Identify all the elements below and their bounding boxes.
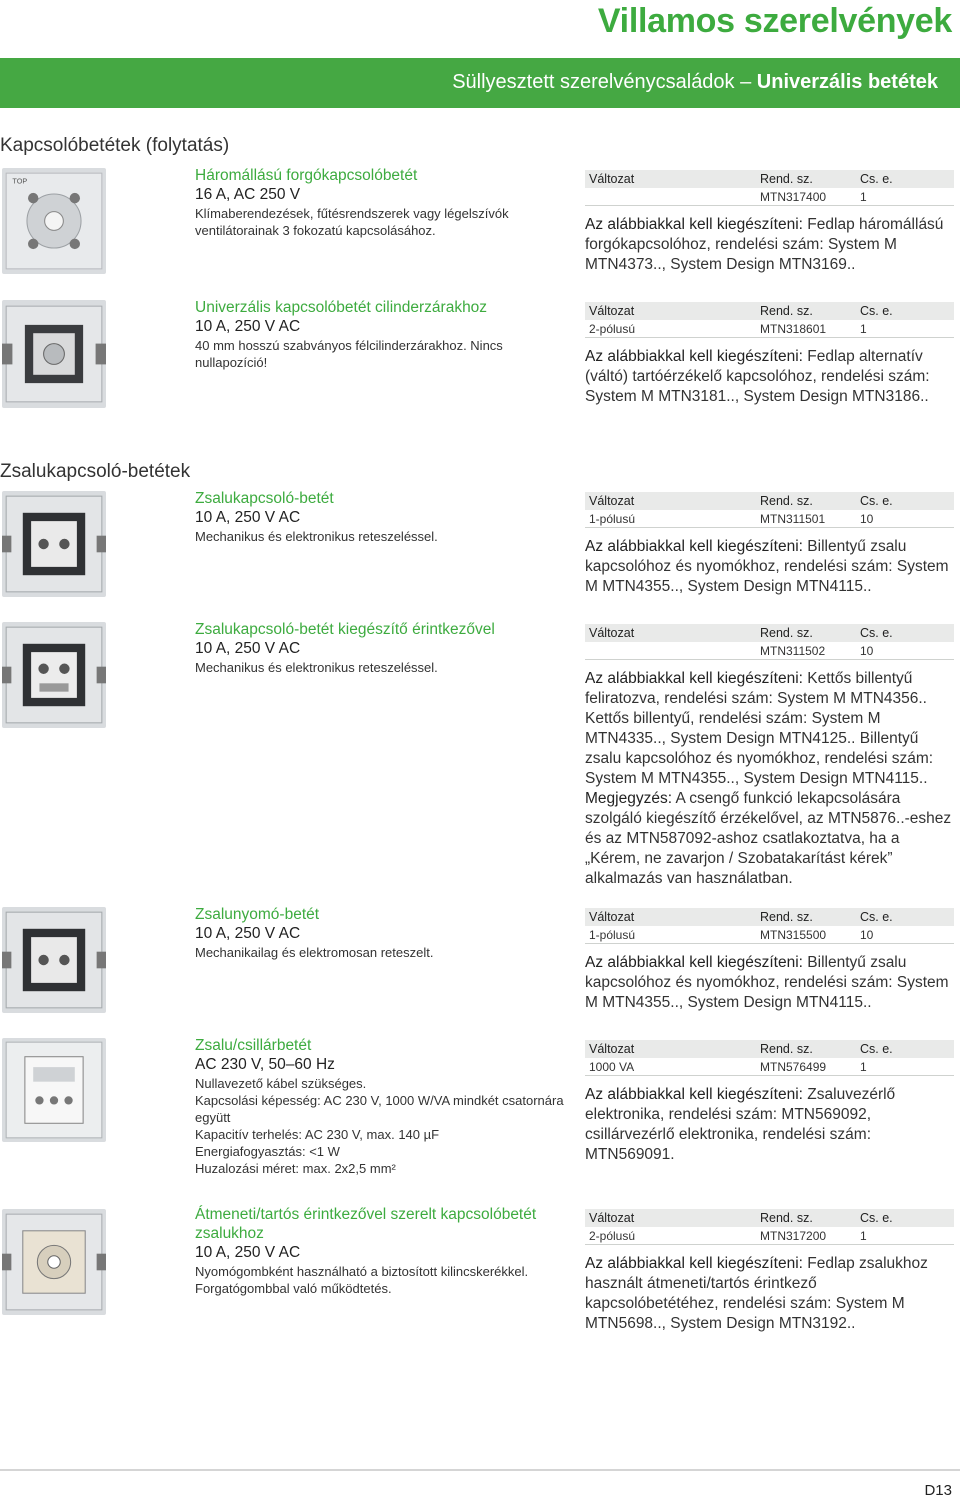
variant-table bbox=[585, 908, 954, 1013]
section-heading-shutter-inserts: Zsalukapcsoló-betétek bbox=[0, 461, 191, 482]
complement-text bbox=[585, 953, 954, 1013]
complement-lead: Az alábbiakkal kell kiegészíteni: bbox=[585, 670, 803, 687]
cell-variant: 2-pólusú bbox=[589, 1228, 636, 1243]
spec-wiring-size bbox=[195, 1160, 575, 1177]
column-header-variant: Változat bbox=[589, 172, 635, 186]
shutter-switch-insert-icon bbox=[2, 491, 106, 597]
spec-label: Huzalozási méret: bbox=[195, 1161, 300, 1176]
banner-prefix: Süllyesztett szerelvénycsaládok – bbox=[452, 71, 757, 93]
cell-pack: 1 bbox=[860, 1059, 867, 1074]
product-note: Nullavezető kábel szükséges. bbox=[195, 1076, 367, 1091]
cell-variant: 1000 VA bbox=[589, 1059, 635, 1074]
cell-order-no: MTN317200 bbox=[760, 1228, 827, 1243]
cell-pack: 1 bbox=[860, 1228, 867, 1243]
column-header-order-no: Rend. sz. bbox=[760, 494, 813, 508]
remark-lead: Megjegyzés: bbox=[585, 790, 673, 807]
product-name: Zsalukapcsoló-betét kiegészítő érintkezővel bbox=[195, 621, 495, 638]
complement-body: Billentyű zsalu kapcsolóhoz és nyomókhoz, rendelési szám: System M MTN4355.., System Design MTN4115.. bbox=[585, 954, 949, 1011]
complement-text bbox=[585, 669, 954, 889]
table-row bbox=[585, 510, 954, 528]
product-description bbox=[195, 1205, 575, 1297]
variant-table bbox=[585, 492, 954, 597]
product-name: Zsalu/csillárbetét bbox=[195, 1037, 312, 1054]
product-note: Klímaberendezések, fűtésrendszerek vagy légelszívók ventilátorainak 3 fokozatú kapcsolásához. bbox=[195, 206, 509, 238]
product-name: Zsalukapcsoló-betét bbox=[195, 490, 334, 507]
table-header bbox=[585, 1209, 954, 1227]
product-note: Mechanikus és elektronikus reteszeléssel. bbox=[195, 660, 438, 675]
product-name: Átmeneti/tartós érintkezővel szerelt kapcsolóbetét zsalukhoz bbox=[195, 1206, 537, 1242]
column-header-variant: Változat bbox=[589, 494, 635, 508]
banner-bold: Univerzális betétek bbox=[756, 71, 938, 93]
cell-pack: 10 bbox=[860, 511, 874, 526]
product-note: Nyomógombként használható a biztosított kilincskerékkel. Forgatógombbal való működtetés. bbox=[195, 1264, 529, 1296]
complement-text bbox=[585, 215, 954, 275]
complement-lead: Az alábbiakkal kell kiegészíteni: bbox=[585, 538, 803, 555]
cell-pack: 10 bbox=[860, 927, 874, 942]
complement-body: Billentyű zsalu kapcsolóhoz és nyomókhoz, rendelési szám: System M MTN4355.., System Design MTN4115.. bbox=[585, 538, 949, 595]
cylinder-lock-switch-insert-icon bbox=[2, 300, 106, 408]
product-note: Mechanikus és elektronikus reteszeléssel. bbox=[195, 529, 438, 544]
table-header bbox=[585, 492, 954, 510]
product-name: Háromállású forgókapcsolóbetét bbox=[195, 167, 418, 184]
cell-pack: 1 bbox=[860, 189, 867, 204]
spec-label: Kapacitív terhelés: bbox=[195, 1127, 302, 1142]
banner-text bbox=[452, 71, 938, 94]
product-name: Univerzális kapcsolóbetét cilinderzárakhoz bbox=[195, 299, 488, 316]
column-header-pack: Cs. e. bbox=[860, 494, 893, 508]
product-description bbox=[195, 166, 575, 239]
table-row bbox=[585, 1058, 954, 1076]
product-description bbox=[195, 1036, 575, 1177]
table-row bbox=[585, 188, 954, 206]
cell-order-no: MTN315500 bbox=[760, 927, 827, 942]
column-header-variant: Változat bbox=[589, 1042, 635, 1056]
column-header-order-no: Rend. sz. bbox=[760, 1211, 813, 1225]
spec-value: max. 2x2,5 mm² bbox=[302, 1161, 396, 1176]
product-description bbox=[195, 905, 575, 961]
shutter-pushbutton-insert-icon bbox=[2, 907, 106, 1013]
product-note: 40 mm hosszú szabványos félcilinderzárakhoz. Nincs nullapozíció! bbox=[195, 338, 503, 370]
complement-body: Kettős billentyű feliratozva, rendelési szám: System M MTN4356.. Kettős billentyű, rendelési szám: System M MTN4335.., System Design MTN4125.. Billentyű zsalu kapcsolóhoz és nyomókhoz, rendelési szám: System M MTN4355.., System Design MTN4115.. bbox=[585, 670, 934, 787]
product-note: Mechanikailag és elektromosan reteszelt. bbox=[195, 945, 434, 960]
table-row bbox=[585, 926, 954, 944]
complement-lead: Az alábbiakkal kell kiegészíteni: bbox=[585, 1255, 803, 1272]
table-row bbox=[585, 642, 954, 660]
column-header-pack: Cs. e. bbox=[860, 626, 893, 640]
complement-body: Fedlap zsalukhoz használt átmeneti/tartós érintkező kapcsolóbetétéhez, rendelési szám: System M MTN5698.., System Design MTN3192.. bbox=[585, 1255, 928, 1332]
column-header-order-no: Rend. sz. bbox=[760, 172, 813, 186]
remark-body: A csengő funkció lekapcsolására szolgáló kiegészítő érzékelővel, az MTN5876..-eshez és az MTN587092-ashoz csatlakoztatva, ha a „Kérem, ne zavarjon / Szobatakarítást kérek” alkalmazás van használatban. bbox=[585, 790, 952, 887]
section-heading-switch-inserts: Kapcsolóbetétek (folytatás) bbox=[0, 135, 230, 156]
complement-text bbox=[585, 537, 954, 597]
column-header-pack: Cs. e. bbox=[860, 172, 893, 186]
cell-variant: 1-pólusú bbox=[589, 511, 636, 526]
variant-table bbox=[585, 1209, 954, 1334]
cell-order-no: MTN317400 bbox=[760, 189, 827, 204]
cell-variant: 1-pólusú bbox=[589, 927, 636, 942]
product-rating: 10 A, 250 V AC bbox=[195, 1244, 301, 1261]
spec-value: <1 W bbox=[309, 1144, 340, 1159]
spec-value: AC 230 V, max. 140 µF bbox=[304, 1127, 440, 1142]
momentary-maintained-switch-insert-icon bbox=[2, 1209, 106, 1315]
product-rating: 10 A, 250 V AC bbox=[195, 640, 301, 657]
product-description bbox=[195, 489, 575, 545]
rotary-switch-insert-icon bbox=[2, 168, 106, 274]
column-header-variant: Változat bbox=[589, 910, 635, 924]
spec-capacitive-load bbox=[195, 1126, 575, 1143]
product-description bbox=[195, 298, 575, 371]
product-rating: 16 A, AC 250 V bbox=[195, 186, 301, 203]
table-row bbox=[585, 320, 954, 338]
cell-order-no: MTN311502 bbox=[760, 643, 826, 658]
column-header-order-no: Rend. sz. bbox=[760, 910, 813, 924]
product-rating: 10 A, 250 V AC bbox=[195, 925, 301, 942]
variant-table bbox=[585, 302, 954, 407]
spec-label: Energiafogyasztás: bbox=[195, 1144, 306, 1159]
cell-pack: 1 bbox=[860, 321, 867, 336]
column-header-variant: Változat bbox=[589, 626, 635, 640]
column-header-pack: Cs. e. bbox=[860, 1211, 893, 1225]
column-header-pack: Cs. e. bbox=[860, 1042, 893, 1056]
spec-value: AC 230 V, 1000 W/VA mindkét csatornára együtt bbox=[195, 1093, 564, 1125]
complement-text bbox=[585, 347, 954, 407]
complement-body: Fedlap háromállású forgókapcsolóhoz, rendelési szám: System M MTN4373.., System Design MTN3169.. bbox=[585, 216, 944, 273]
shutter-chandelier-insert-icon bbox=[2, 1038, 106, 1142]
spec-power-consumption bbox=[195, 1143, 575, 1160]
complement-body: Fedlap alternatív (váltó) tartóérzékelő kapcsolóhoz, rendelési szám: System M MTN3181.., System Design MTN3186.. bbox=[585, 348, 930, 405]
cell-order-no: MTN318601 bbox=[760, 321, 827, 336]
svg-text:TOP: TOP bbox=[12, 176, 28, 186]
column-header-order-no: Rend. sz. bbox=[760, 626, 813, 640]
page-number: D13 bbox=[924, 1482, 952, 1499]
product-rating: 10 A, 250 V AC bbox=[195, 318, 301, 335]
column-header-order-no: Rend. sz. bbox=[760, 1042, 813, 1056]
footer-divider bbox=[0, 1469, 960, 1471]
column-header-variant: Változat bbox=[589, 304, 635, 318]
table-header bbox=[585, 624, 954, 642]
product-description bbox=[195, 620, 575, 676]
section-banner bbox=[0, 58, 960, 108]
variant-table bbox=[585, 170, 954, 275]
table-header bbox=[585, 908, 954, 926]
variant-table bbox=[585, 1040, 954, 1165]
table-header bbox=[585, 1040, 954, 1058]
shutter-switch-aux-contact-insert-icon bbox=[2, 622, 106, 728]
cell-pack: 10 bbox=[860, 643, 874, 658]
page-title: Villamos szerelvények bbox=[597, 2, 952, 40]
complement-lead: Az alábbiakkal kell kiegészíteni: bbox=[585, 216, 803, 233]
spec-switching-capacity bbox=[195, 1092, 575, 1126]
complement-lead: Az alábbiakkal kell kiegészíteni: bbox=[585, 348, 803, 365]
complement-text bbox=[585, 1254, 954, 1334]
product-rating: 10 A, 250 V AC bbox=[195, 509, 301, 526]
complement-lead: Az alábbiakkal kell kiegészíteni: bbox=[585, 954, 803, 971]
column-header-pack: Cs. e. bbox=[860, 910, 893, 924]
table-header bbox=[585, 170, 954, 188]
table-row bbox=[585, 1227, 954, 1245]
table-header bbox=[585, 302, 954, 320]
complement-body: Zsaluvezérlő elektronika, rendelési szám: MTN569092, csillárvezérlő elektronika, rendelési szám: MTN569091. bbox=[585, 1086, 896, 1163]
cell-order-no: MTN311501 bbox=[760, 511, 826, 526]
product-rating: AC 230 V, 50–60 Hz bbox=[195, 1056, 335, 1073]
column-header-pack: Cs. e. bbox=[860, 304, 893, 318]
variant-table bbox=[585, 624, 954, 889]
cell-order-no: MTN576499 bbox=[760, 1059, 827, 1074]
column-header-order-no: Rend. sz. bbox=[760, 304, 813, 318]
complement-text bbox=[585, 1085, 954, 1165]
complement-lead: Az alábbiakkal kell kiegészíteni: bbox=[585, 1086, 803, 1103]
cell-variant: 2-pólusú bbox=[589, 321, 636, 336]
spec-label: Kapcsolási képesség: bbox=[195, 1093, 321, 1108]
column-header-variant: Változat bbox=[589, 1211, 635, 1225]
product-name: Zsalunyomó-betét bbox=[195, 906, 320, 923]
